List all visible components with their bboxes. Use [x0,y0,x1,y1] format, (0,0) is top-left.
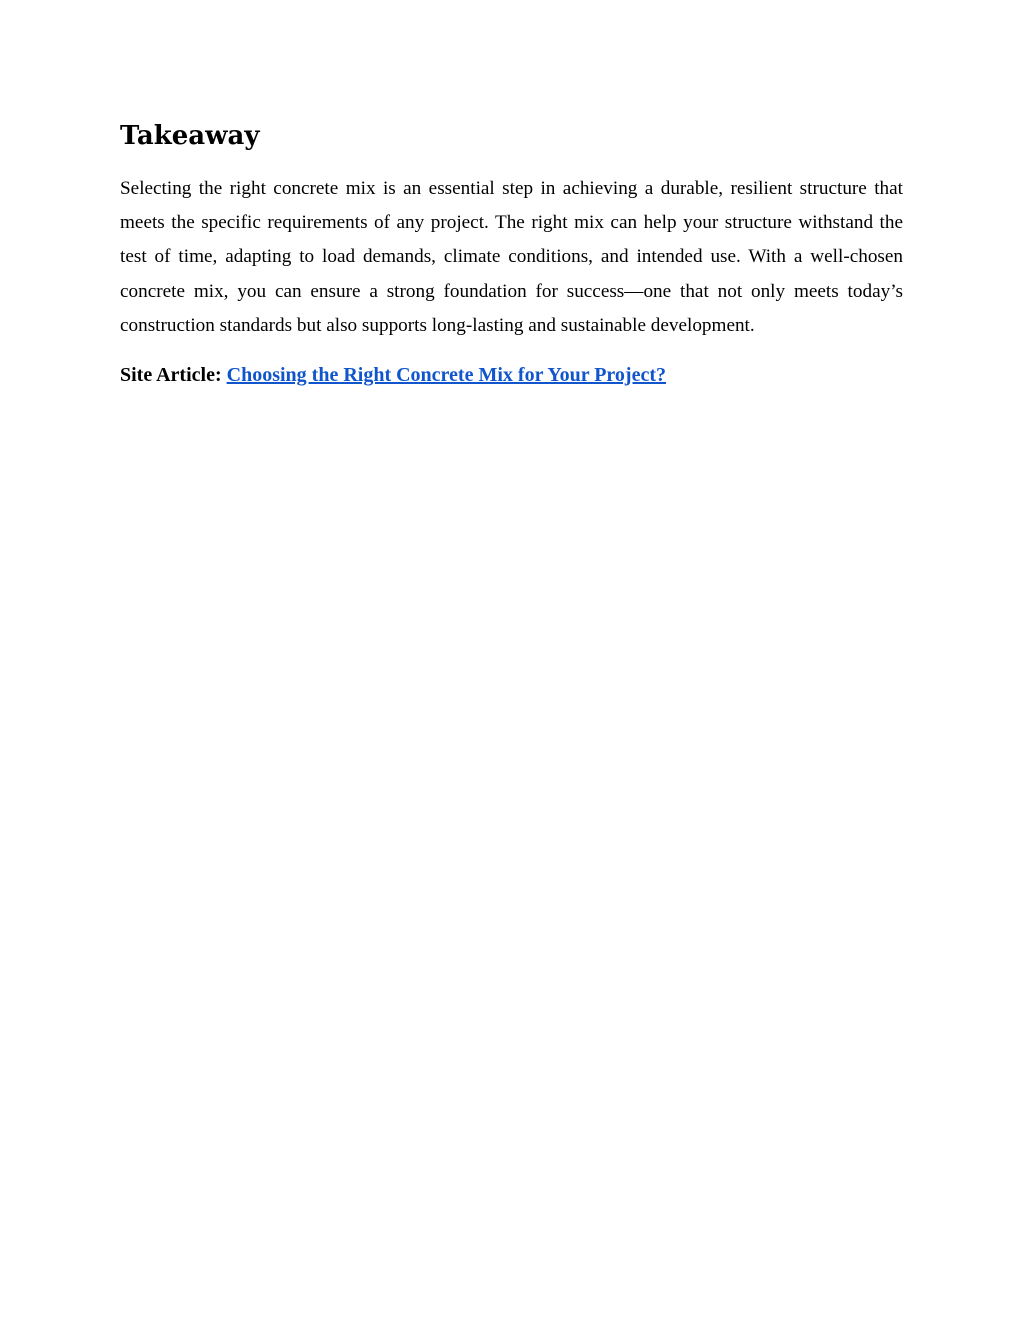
site-article-link[interactable]: Choosing the Right Concrete Mix for Your Project? [226,364,667,387]
site-article-line [120,360,903,390]
takeaway-paragraph: Selecting the right concrete mix is an essential step in achieving a durable, resilient structure that meets the specific requirements of any project. The right mix can help your structure withstand the test of time, adapting to load demands, climate conditions, and intended use. With a well-chosen concrete mix, you can ensure a strong foundation for success—one that not only meets today’s construction standards but also supports long-lasting and sustainable development. [120,178,903,336]
section-heading: Takeaway [120,121,260,151]
document-page [120,110,903,390]
site-article-label: Site Article: [120,364,222,387]
